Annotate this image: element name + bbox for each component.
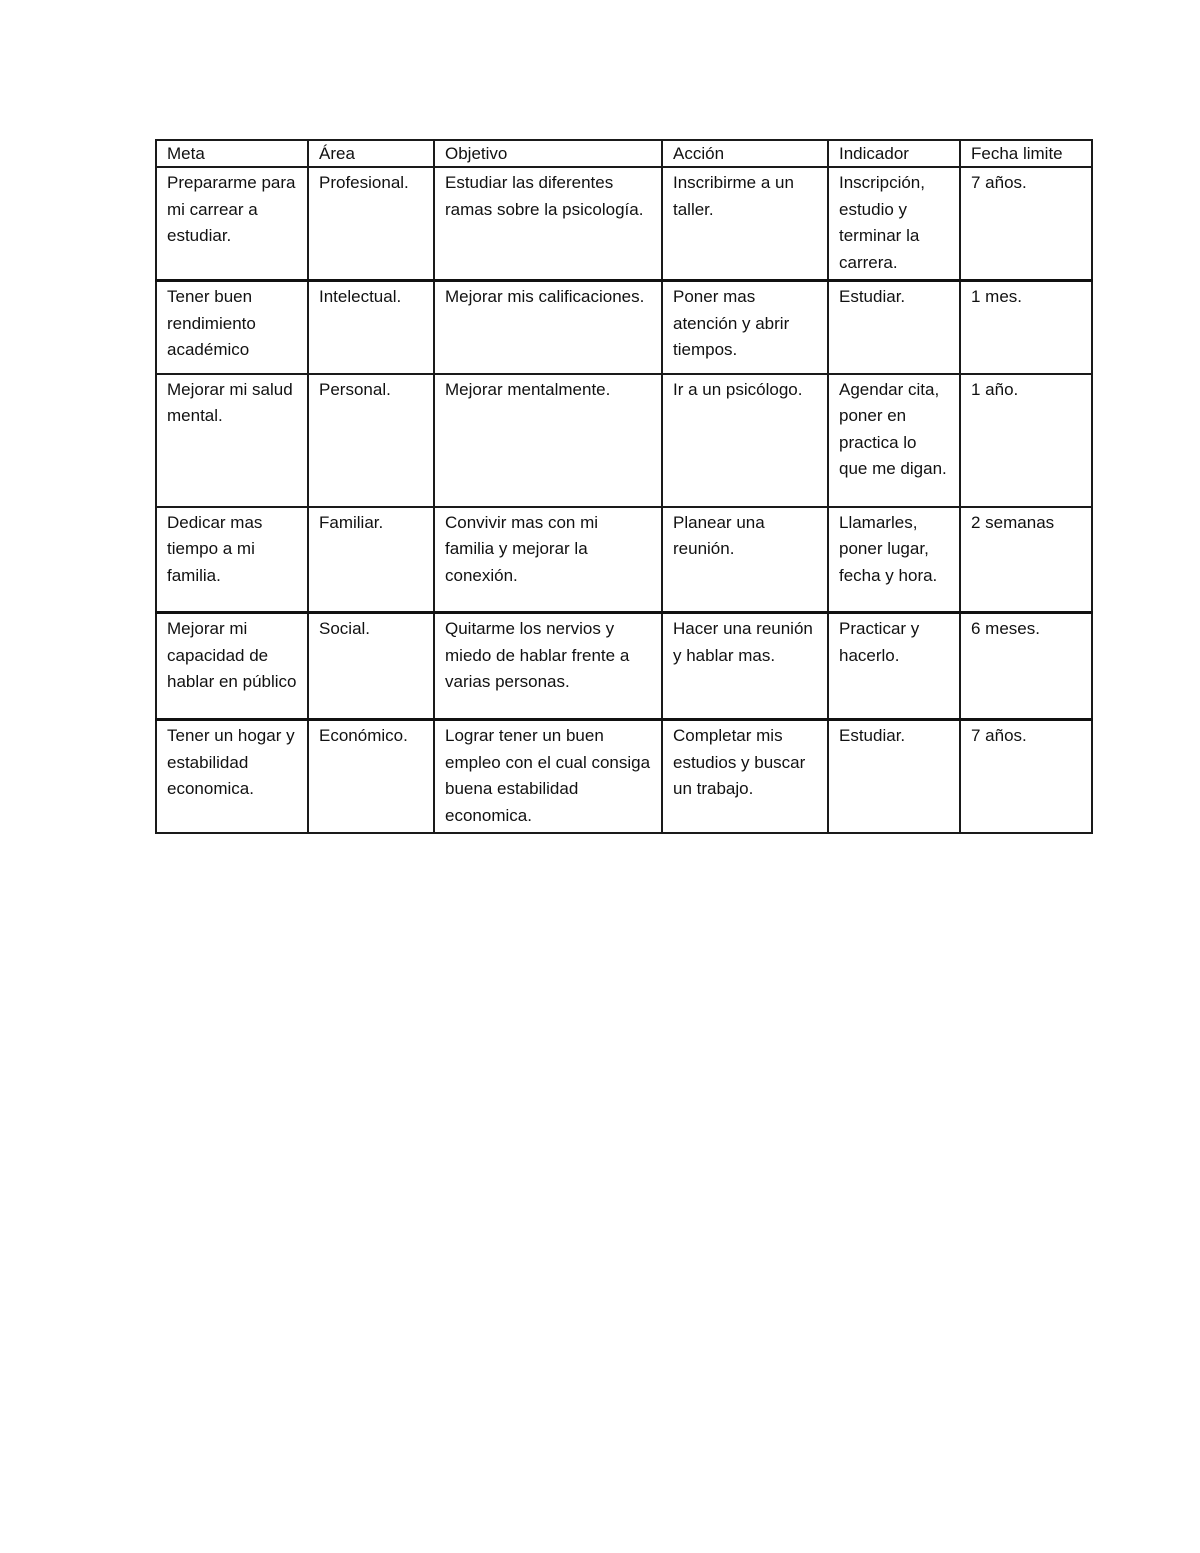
- cell-fecha-limite: 6 meses.: [960, 613, 1092, 720]
- cell-area: Profesional.: [308, 167, 434, 281]
- cell-area: Familiar.: [308, 507, 434, 613]
- header-objetivo: Objetivo: [434, 140, 662, 167]
- header-fecha-limite: Fecha limite: [960, 140, 1092, 167]
- table-row: [156, 720, 1092, 834]
- cell-fecha-limite: 1 año.: [960, 374, 1092, 507]
- cell-accion: Ir a un psicólogo.: [662, 374, 828, 507]
- cell-meta: Mejorar mi capacidad de hablar en público: [156, 613, 308, 720]
- table-header-row: [156, 140, 1092, 167]
- cell-area: Personal.: [308, 374, 434, 507]
- cell-objetivo: Lograr tener un buen empleo con el cual consiga buena estabilidad economica.: [434, 720, 662, 834]
- cell-objetivo: Estudiar las diferentes ramas sobre la psicología.: [434, 167, 662, 281]
- table-row: [156, 507, 1092, 613]
- cell-indicador: Inscripción, estudio y terminar la carrera.: [828, 167, 960, 281]
- cell-objetivo: Convivir mas con mi familia y mejorar la conexión.: [434, 507, 662, 613]
- cell-fecha-limite: 7 años.: [960, 720, 1092, 834]
- cell-accion: Planear una reunión.: [662, 507, 828, 613]
- cell-indicador: Practicar y hacerlo.: [828, 613, 960, 720]
- table-row: [156, 281, 1092, 374]
- cell-indicador: Llamarles, poner lugar, fecha y hora.: [828, 507, 960, 613]
- cell-fecha-limite: 2 semanas: [960, 507, 1092, 613]
- table-row: [156, 374, 1092, 507]
- cell-fecha-limite: 1 mes.: [960, 281, 1092, 374]
- cell-objetivo: Mejorar mis calificaciones.: [434, 281, 662, 374]
- cell-accion: Inscribirme a un taller.: [662, 167, 828, 281]
- header-accion: Acción: [662, 140, 828, 167]
- cell-accion: Hacer una reunión y hablar mas.: [662, 613, 828, 720]
- cell-accion: Poner mas atención y abrir tiempos.: [662, 281, 828, 374]
- goals-table: [155, 139, 1093, 834]
- cell-fecha-limite: 7 años.: [960, 167, 1092, 281]
- cell-meta: Prepararme para mi carrear a estudiar.: [156, 167, 308, 281]
- table-row: [156, 613, 1092, 720]
- cell-meta: Dedicar mas tiempo a mi familia.: [156, 507, 308, 613]
- cell-area: Social.: [308, 613, 434, 720]
- cell-indicador: Estudiar.: [828, 720, 960, 834]
- header-meta: Meta: [156, 140, 308, 167]
- cell-meta: Tener un hogar y estabilidad economica.: [156, 720, 308, 834]
- cell-objetivo: Mejorar mentalmente.: [434, 374, 662, 507]
- header-area: Área: [308, 140, 434, 167]
- header-indicador: Indicador: [828, 140, 960, 167]
- cell-indicador: Agendar cita, poner en practica lo que me digan.: [828, 374, 960, 507]
- cell-area: Económico.: [308, 720, 434, 834]
- cell-accion: Completar mis estudios y buscar un trabajo.: [662, 720, 828, 834]
- cell-area: Intelectual.: [308, 281, 434, 374]
- table-row: [156, 167, 1092, 281]
- cell-objetivo: Quitarme los nervios y miedo de hablar frente a varias personas.: [434, 613, 662, 720]
- cell-meta: Mejorar mi salud mental.: [156, 374, 308, 507]
- cell-indicador: Estudiar.: [828, 281, 960, 374]
- cell-meta: Tener buen rendimiento académico: [156, 281, 308, 374]
